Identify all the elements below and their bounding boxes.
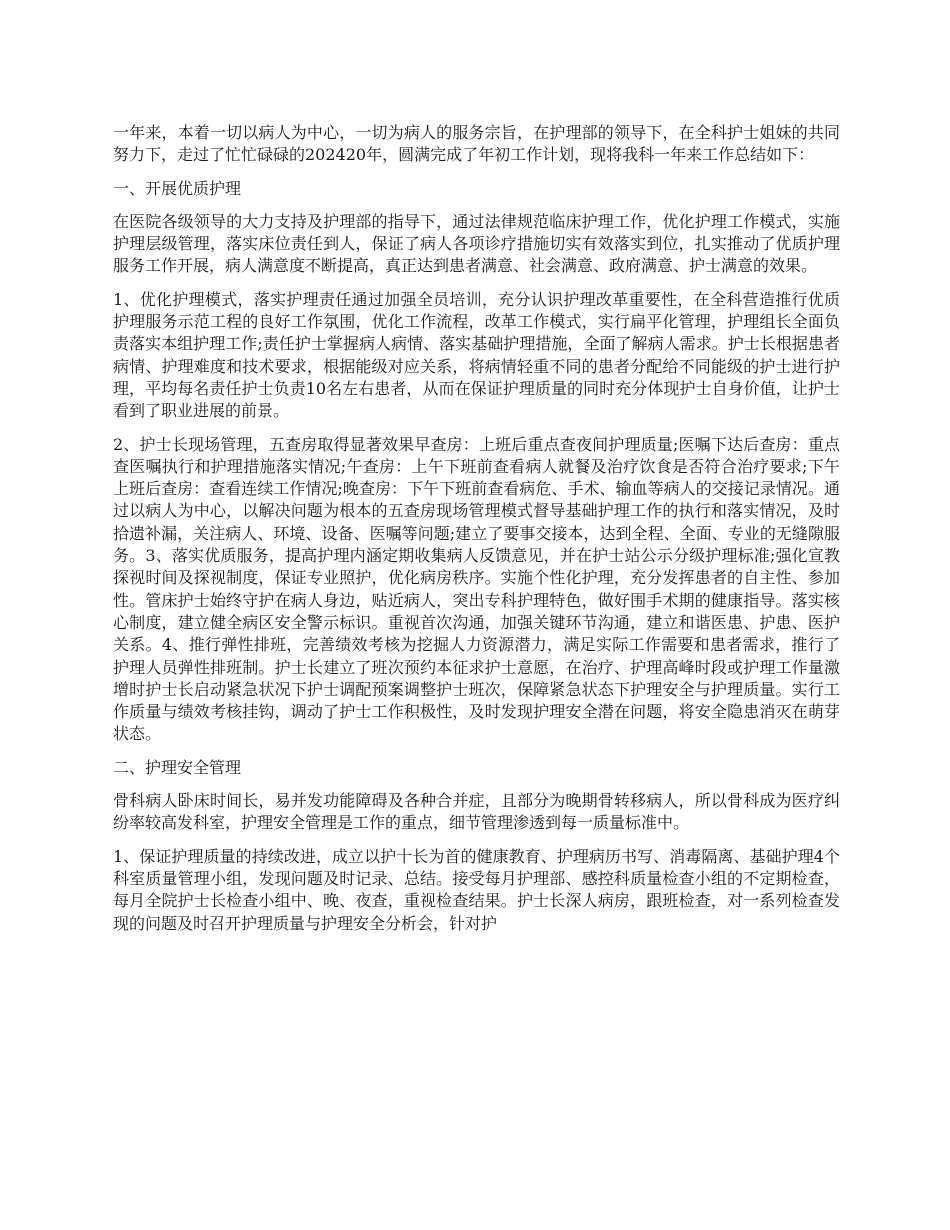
section-heading-safety-management: 二、护理安全管理 (113, 757, 242, 777)
safety-intro-paragraph: 骨科病人卧床时间长，易并发功能障碍及各种合并症，且部分为晚期骨转移病人，所以骨科成为医疗纠纷率较高发科室，护理安全管理是工作的重点，细节管理渗透到每一质量标准中。 (113, 791, 840, 833)
quality-care-paragraph: 在医院各级领导的大力支持及护理部的指导下，通过法律规范临床护理工作，优化护理工作模式，实施护理层级管理，落实床位责任到人，保证了病人各项诊疗措施切实有效落实到位，扎实推动了优质护理服务工作开展，病人满意度不断提高，真正达到患者满意、社会满意、政府满意、护士满意的效果。 (113, 211, 840, 276)
intro-paragraph: 一年来，本着一切以病人为中心，一切为病人的服务宗旨，在护理部的领导下，在全科护士姐妹的共同努力下，走过了忙忙碌碌的202420年，圆满完成了年初工作计划，现将我科一年来工作总结如下： (113, 123, 840, 165)
document-body (113, 122, 840, 946)
head-nurse-rounds-paragraph: 2、护士长现场管理，五查房取得显著效果早查房：上班后重点查夜间护理质量;医嘱下达后查房：重点查医嘱执行和护理措施落实情况;午查房：上午下班前查看病人就餐及治疗饮食是否符合治疗要求;下午上班后查房：查看连续工作情况;晚查房：下午下班前查看病危、手术、输血等病人的交接记录情况。通过以病人为中心，以解决问题为根本的五查房现场管理模式督导基础护理工作的执行和落实情况，及时拾遗补漏，关注病人、环境、设备、医嘱等问题;建立了要事交接本，达到全程、全面、专业的无缝隙服务。3、落实优质服务，提高护理内涵定期收集病人反馈意见，并在护士站公示分级护理标准;强化宣教探视时间及探视制度，保证专业照护，优化病房秩序。实施个性化护理，充分发挥患者的自主性、参加性。管床护士始终守护在病人身边，贴近病人，突出专科护理特色，做好围手术期的健康指导。落实核心制度，建立健全病区安全警示标识。重视首次沟通，加强关键环节沟通，建立和谐医患、护患、医护关系。4、推行弹性排班，完善绩效考核为挖掘人力资源潜力，满足实际工作需要和患者需求，推行了护理人员弹性排班制。护士长建立了班次预约本征求护士意愿，在治疗、护理高峰时段或护理工作量激增时护士长启动紧急状况下护士调配预案调整护士班次，保障紧急状态下护理安全与护理质量。实行工作质量与绩效考核挂钩，调动了护士工作积极性，及时发现护理安全潜在问题，将安全隐患消灭在萌芽状态。 (113, 434, 840, 744)
quality-improvement-paragraph: 1、保证护理质量的持续改进，成立以护十长为首的健康教育、护理病历书写、消毒隔离、基础护理4个科室质量管理小组，发现问题及时记录、总结。接受每月护理部、感控科质量检查小组的不定期检查，每月全院护士长检查小组中、晚、夜查，重视检查结果。护士长深人病房，跟班检查，对一系列检查发现的问题及时召开护理质量与护理安全分析会，针对护 (113, 846, 840, 933)
section-heading-quality-care: 一、开展优质护理 (113, 178, 242, 198)
nursing-model-paragraph: 1、优化护理模式，落实护理责任通过加强全员培训，充分认识护理改革重要性，在全科营造推行优质护理服务示范工程的良好工作氛围，优化工作流程，改革工作模式，实行扁平化管理，护理组长全面负责落实本组护理工作;责任护士掌握病人病情、落实基础护理措施，全面了解病人需求。护士长根据患者病情、护理难度和技术要求，根据能级对应关系，将病情轻重不同的患者分配给不同能级的护士进行护理，平均每名责任护士负责10名左右患者，从而在保证护理质量的同时充分体现护士自身价值，让护士看到了职业进展的前景。 (113, 289, 840, 421)
